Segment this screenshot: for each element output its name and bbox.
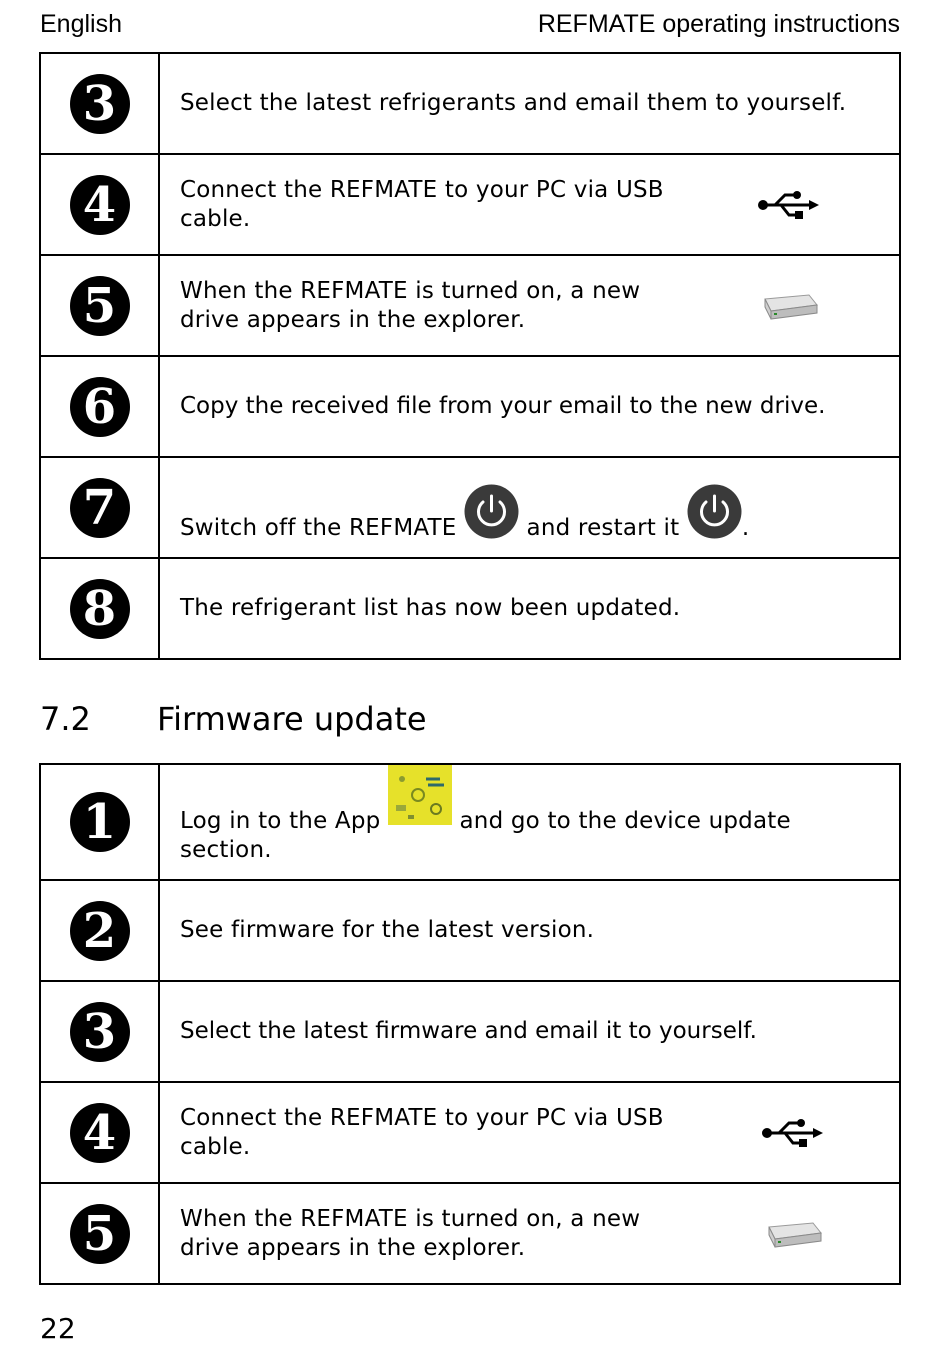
step-number-cell bbox=[40, 457, 159, 558]
step-row bbox=[40, 255, 900, 356]
step-number-badge: 4 bbox=[70, 175, 130, 235]
step-number-badge: 7 bbox=[70, 478, 130, 538]
step-text-part: Log in to the App bbox=[180, 808, 381, 834]
step-text: Connect the REFMATE to your PC via USB cable. bbox=[180, 176, 664, 232]
step-text-cell bbox=[159, 457, 900, 558]
step-number-badge: 5 bbox=[70, 1204, 130, 1264]
step-number-badge: 8 bbox=[70, 579, 130, 639]
step-text: Select the latest firmware and email it to yourself. bbox=[180, 1018, 757, 1044]
step-number-cell bbox=[40, 981, 159, 1082]
usb-icon bbox=[761, 1118, 823, 1148]
step-text: When the REFMATE is turned on, a new drive appears in the explorer. bbox=[180, 277, 641, 333]
step-row bbox=[40, 154, 900, 255]
step-number-cell bbox=[40, 880, 159, 981]
step-number-badge: 1 bbox=[70, 792, 130, 852]
step-number-cell bbox=[40, 1082, 159, 1183]
step-text: Select the latest refrigerants and email them to yourself. bbox=[180, 90, 847, 116]
step-row bbox=[40, 880, 900, 981]
step-row bbox=[40, 53, 900, 154]
step-row bbox=[40, 457, 900, 558]
step-text-cell bbox=[159, 880, 900, 981]
step-text: Connect the REFMATE to your PC via USB cable. bbox=[180, 1104, 664, 1160]
step-text-cell bbox=[159, 764, 900, 880]
power-icon bbox=[464, 484, 519, 539]
step-text-part: and restart it bbox=[526, 515, 680, 541]
step-text-cell bbox=[159, 356, 900, 457]
app-icon bbox=[388, 765, 452, 825]
step-number-cell bbox=[40, 764, 159, 880]
step-number-badge: 6 bbox=[70, 377, 130, 437]
drive-icon bbox=[763, 1219, 823, 1249]
step-number-cell bbox=[40, 1183, 159, 1284]
step-number-cell bbox=[40, 558, 159, 659]
step-text-cell bbox=[159, 1183, 900, 1284]
step-text-cell bbox=[159, 53, 900, 154]
header-title: REFMATE operating instructions bbox=[537, 10, 900, 38]
step-row bbox=[40, 356, 900, 457]
header-language: English bbox=[40, 10, 122, 38]
firmware-update-steps bbox=[39, 763, 901, 1285]
section-title: Firmware update bbox=[157, 700, 427, 738]
step-number-cell bbox=[40, 53, 159, 154]
step-number-cell bbox=[40, 356, 159, 457]
step-row bbox=[40, 1183, 900, 1284]
step-row bbox=[40, 1082, 900, 1183]
step-text: See firmware for the latest version. bbox=[180, 917, 595, 943]
step-row bbox=[40, 764, 900, 880]
step-text: The refrigerant list has now been updated. bbox=[180, 595, 681, 621]
step-number-badge: 5 bbox=[70, 276, 130, 336]
step-text-cell bbox=[159, 154, 900, 255]
step-row bbox=[40, 558, 900, 659]
step-text-cell bbox=[159, 255, 900, 356]
step-number-cell bbox=[40, 154, 159, 255]
step-number-badge: 4 bbox=[70, 1103, 130, 1163]
page-number: 22 bbox=[40, 1312, 76, 1345]
step-number-badge: 2 bbox=[70, 901, 130, 961]
step-text-part: . bbox=[741, 515, 750, 541]
step-text-part: Switch off the REFMATE bbox=[180, 515, 457, 541]
section-number: 7.2 bbox=[40, 700, 91, 738]
step-number-cell bbox=[40, 255, 159, 356]
step-number-badge: 3 bbox=[70, 1002, 130, 1062]
power-icon bbox=[687, 484, 742, 539]
step-row bbox=[40, 981, 900, 1082]
step-text: When the REFMATE is turned on, a new drive appears in the explorer. bbox=[180, 1205, 641, 1261]
step-text: Copy the received file from your email to the new drive. bbox=[180, 393, 826, 419]
refrigerant-update-steps bbox=[39, 52, 901, 660]
step-text-cell bbox=[159, 558, 900, 659]
step-text-cell bbox=[159, 1082, 900, 1183]
drive-icon bbox=[759, 291, 819, 321]
step-number-badge: 3 bbox=[70, 74, 130, 134]
step-text-cell bbox=[159, 981, 900, 1082]
step-text-part: and go to the device update section. bbox=[180, 808, 791, 863]
usb-icon bbox=[757, 190, 819, 220]
